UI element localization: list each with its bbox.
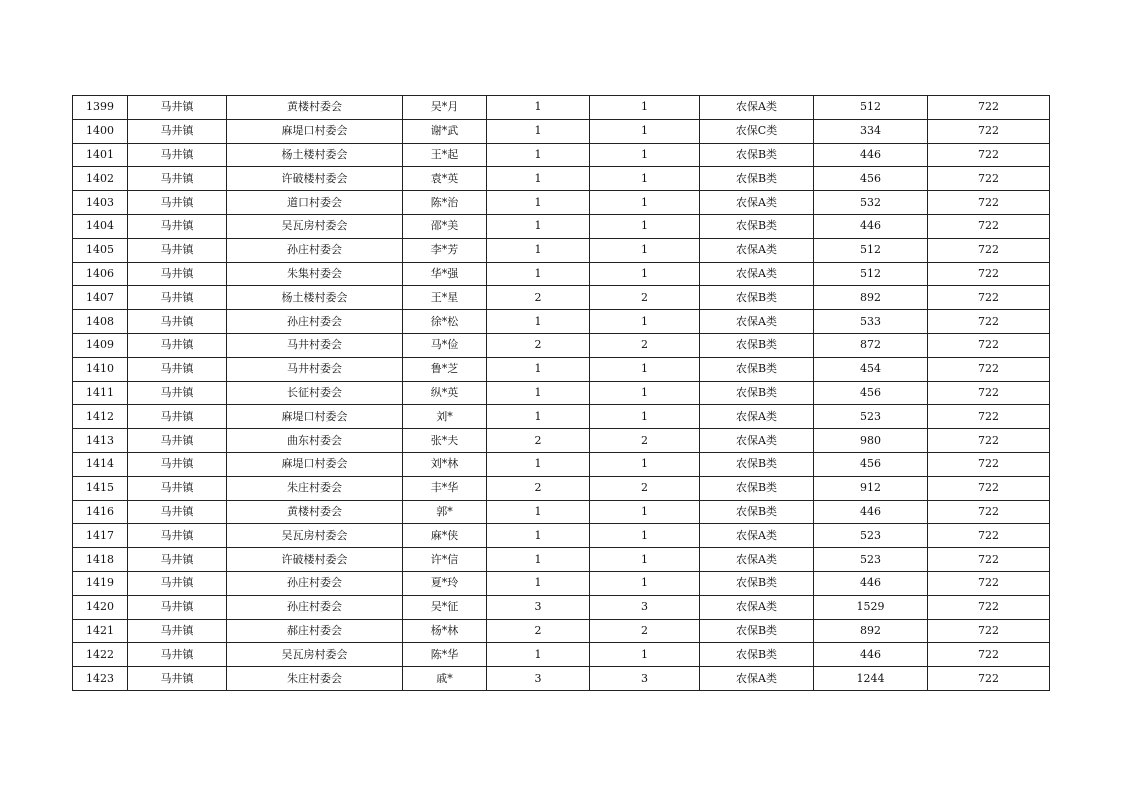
cell-count-b: 1 (590, 357, 700, 381)
cell-count-a: 1 (487, 167, 590, 191)
cell-count-b: 1 (590, 310, 700, 334)
cell-name: 鲁*芝 (403, 357, 487, 381)
cell-count-b: 1 (590, 191, 700, 215)
cell-count-a: 1 (487, 262, 590, 286)
cell-name: 郭* (403, 500, 487, 524)
cell-seq-no: 1407 (73, 286, 128, 310)
cell-category: 农保B类 (700, 333, 814, 357)
cell-count-b: 1 (590, 381, 700, 405)
cell-count-b: 2 (590, 476, 700, 500)
cell-category: 农保A类 (700, 405, 814, 429)
cell-name: 马*俭 (403, 333, 487, 357)
cell-amount: 523 (814, 405, 928, 429)
table-row (73, 571, 1050, 595)
cell-name: 刘* (403, 405, 487, 429)
cell-town: 马井镇 (128, 667, 227, 691)
cell-standard: 722 (928, 333, 1050, 357)
cell-count-a: 1 (487, 643, 590, 667)
cell-village: 孙庄村委会 (227, 310, 403, 334)
cell-amount: 446 (814, 500, 928, 524)
cell-seq-no: 1402 (73, 167, 128, 191)
cell-town: 马井镇 (128, 571, 227, 595)
cell-count-a: 1 (487, 310, 590, 334)
cell-count-a: 1 (487, 191, 590, 215)
cell-standard: 722 (928, 429, 1050, 453)
cell-count-b: 1 (590, 548, 700, 572)
cell-standard: 722 (928, 96, 1050, 120)
cell-standard: 722 (928, 381, 1050, 405)
cell-seq-no: 1418 (73, 548, 128, 572)
cell-standard: 722 (928, 548, 1050, 572)
cell-standard: 722 (928, 476, 1050, 500)
cell-amount: 454 (814, 357, 928, 381)
cell-count-a: 1 (487, 524, 590, 548)
cell-seq-no: 1406 (73, 262, 128, 286)
cell-name: 丰*华 (403, 476, 487, 500)
table-row (73, 357, 1050, 381)
cell-town: 马井镇 (128, 405, 227, 429)
cell-standard: 722 (928, 310, 1050, 334)
cell-category: 农保B类 (700, 214, 814, 238)
cell-category: 农保A类 (700, 595, 814, 619)
cell-count-b: 3 (590, 667, 700, 691)
cell-town: 马井镇 (128, 429, 227, 453)
cell-category: 农保B类 (700, 500, 814, 524)
cell-village: 孙庄村委会 (227, 595, 403, 619)
cell-name: 华*强 (403, 262, 487, 286)
cell-standard: 722 (928, 595, 1050, 619)
table-row (73, 310, 1050, 334)
cell-town: 马井镇 (128, 119, 227, 143)
table-row (73, 238, 1050, 262)
cell-count-b: 1 (590, 119, 700, 143)
cell-village: 吴瓦房村委会 (227, 214, 403, 238)
cell-seq-no: 1399 (73, 96, 128, 120)
cell-seq-no: 1404 (73, 214, 128, 238)
cell-seq-no: 1405 (73, 238, 128, 262)
cell-category: 农保B类 (700, 381, 814, 405)
table-row (73, 595, 1050, 619)
cell-name: 杨*林 (403, 619, 487, 643)
cell-count-b: 1 (590, 167, 700, 191)
cell-town: 马井镇 (128, 96, 227, 120)
cell-count-a: 1 (487, 143, 590, 167)
cell-standard: 722 (928, 571, 1050, 595)
cell-name: 陈*治 (403, 191, 487, 215)
cell-town: 马井镇 (128, 452, 227, 476)
cell-amount: 512 (814, 238, 928, 262)
table-row (73, 333, 1050, 357)
cell-category: 农保B类 (700, 143, 814, 167)
cell-count-b: 1 (590, 262, 700, 286)
cell-village: 道口村委会 (227, 191, 403, 215)
cell-town: 马井镇 (128, 333, 227, 357)
cell-village: 黄楼村委会 (227, 500, 403, 524)
cell-category: 农保B类 (700, 476, 814, 500)
cell-name: 王*起 (403, 143, 487, 167)
cell-name: 袁*英 (403, 167, 487, 191)
document-page (72, 95, 1050, 691)
cell-count-a: 2 (487, 333, 590, 357)
cell-standard: 722 (928, 619, 1050, 643)
cell-village: 郝庄村委会 (227, 619, 403, 643)
table-row (73, 286, 1050, 310)
cell-count-b: 1 (590, 96, 700, 120)
cell-count-a: 1 (487, 238, 590, 262)
cell-seq-no: 1411 (73, 381, 128, 405)
table-row (73, 500, 1050, 524)
cell-count-b: 2 (590, 286, 700, 310)
cell-seq-no: 1416 (73, 500, 128, 524)
cell-standard: 722 (928, 286, 1050, 310)
cell-standard: 722 (928, 452, 1050, 476)
cell-standard: 722 (928, 524, 1050, 548)
cell-count-a: 1 (487, 548, 590, 572)
cell-category: 农保A类 (700, 238, 814, 262)
cell-count-b: 1 (590, 643, 700, 667)
cell-count-b: 1 (590, 143, 700, 167)
cell-count-b: 2 (590, 429, 700, 453)
cell-village: 马井村委会 (227, 357, 403, 381)
cell-seq-no: 1413 (73, 429, 128, 453)
table-row (73, 119, 1050, 143)
table-row (73, 381, 1050, 405)
table-row (73, 452, 1050, 476)
cell-standard: 722 (928, 643, 1050, 667)
cell-count-a: 1 (487, 500, 590, 524)
cell-category: 农保A类 (700, 429, 814, 453)
cell-count-a: 2 (487, 429, 590, 453)
cell-amount: 892 (814, 619, 928, 643)
cell-standard: 722 (928, 500, 1050, 524)
cell-standard: 722 (928, 167, 1050, 191)
cell-seq-no: 1419 (73, 571, 128, 595)
cell-name: 王*星 (403, 286, 487, 310)
cell-count-a: 2 (487, 476, 590, 500)
cell-amount: 446 (814, 214, 928, 238)
cell-count-b: 1 (590, 500, 700, 524)
cell-town: 马井镇 (128, 191, 227, 215)
cell-name: 戚* (403, 667, 487, 691)
cell-name: 许*信 (403, 548, 487, 572)
cell-name: 刘*林 (403, 452, 487, 476)
cell-name: 吴*月 (403, 96, 487, 120)
table-row (73, 643, 1050, 667)
cell-seq-no: 1423 (73, 667, 128, 691)
table-row (73, 262, 1050, 286)
table-row (73, 191, 1050, 215)
cell-count-b: 1 (590, 452, 700, 476)
table-body (73, 96, 1050, 691)
cell-town: 马井镇 (128, 357, 227, 381)
cell-amount: 1529 (814, 595, 928, 619)
cell-town: 马井镇 (128, 167, 227, 191)
table-row (73, 143, 1050, 167)
cell-seq-no: 1420 (73, 595, 128, 619)
cell-amount: 446 (814, 571, 928, 595)
cell-village: 吴瓦房村委会 (227, 643, 403, 667)
cell-name: 张*夫 (403, 429, 487, 453)
cell-seq-no: 1421 (73, 619, 128, 643)
cell-town: 马井镇 (128, 595, 227, 619)
cell-seq-no: 1412 (73, 405, 128, 429)
cell-category: 农保A类 (700, 262, 814, 286)
cell-standard: 722 (928, 238, 1050, 262)
cell-amount: 512 (814, 262, 928, 286)
cell-village: 麻堤口村委会 (227, 119, 403, 143)
cell-name: 麻*侠 (403, 524, 487, 548)
cell-amount: 980 (814, 429, 928, 453)
cell-town: 马井镇 (128, 214, 227, 238)
cell-count-b: 3 (590, 595, 700, 619)
cell-village: 马井村委会 (227, 333, 403, 357)
cell-amount: 446 (814, 143, 928, 167)
cell-count-b: 1 (590, 405, 700, 429)
table-row (73, 214, 1050, 238)
cell-count-b: 1 (590, 238, 700, 262)
cell-count-a: 1 (487, 119, 590, 143)
cell-village: 麻堤口村委会 (227, 405, 403, 429)
cell-amount: 456 (814, 452, 928, 476)
cell-amount: 872 (814, 333, 928, 357)
cell-standard: 722 (928, 262, 1050, 286)
cell-town: 马井镇 (128, 286, 227, 310)
cell-town: 马井镇 (128, 643, 227, 667)
cell-category: 农保C类 (700, 119, 814, 143)
cell-village: 杨土楼村委会 (227, 143, 403, 167)
cell-name: 陈*华 (403, 643, 487, 667)
cell-seq-no: 1409 (73, 333, 128, 357)
cell-town: 马井镇 (128, 524, 227, 548)
cell-amount: 523 (814, 548, 928, 572)
cell-village: 许破楼村委会 (227, 548, 403, 572)
cell-category: 农保A类 (700, 191, 814, 215)
table-row (73, 405, 1050, 429)
table-row (73, 167, 1050, 191)
cell-count-a: 1 (487, 571, 590, 595)
cell-category: 农保A类 (700, 667, 814, 691)
cell-count-a: 1 (487, 405, 590, 429)
cell-standard: 722 (928, 214, 1050, 238)
cell-name: 吴*征 (403, 595, 487, 619)
cell-category: 农保B类 (700, 571, 814, 595)
cell-category: 农保B类 (700, 643, 814, 667)
table-row (73, 476, 1050, 500)
cell-amount: 456 (814, 381, 928, 405)
cell-town: 马井镇 (128, 476, 227, 500)
cell-town: 马井镇 (128, 143, 227, 167)
cell-village: 许破楼村委会 (227, 167, 403, 191)
cell-seq-no: 1408 (73, 310, 128, 334)
cell-amount: 523 (814, 524, 928, 548)
cell-category: 农保A类 (700, 548, 814, 572)
cell-count-a: 1 (487, 96, 590, 120)
cell-town: 马井镇 (128, 310, 227, 334)
cell-town: 马井镇 (128, 238, 227, 262)
cell-amount: 912 (814, 476, 928, 500)
table-row (73, 619, 1050, 643)
cell-seq-no: 1414 (73, 452, 128, 476)
cell-category: 农保B类 (700, 452, 814, 476)
cell-village: 吴瓦房村委会 (227, 524, 403, 548)
cell-name: 李*芳 (403, 238, 487, 262)
cell-category: 农保B类 (700, 286, 814, 310)
cell-count-a: 1 (487, 381, 590, 405)
cell-amount: 446 (814, 643, 928, 667)
data-table (72, 95, 1050, 691)
cell-name: 纵*英 (403, 381, 487, 405)
cell-village: 黄楼村委会 (227, 96, 403, 120)
cell-seq-no: 1401 (73, 143, 128, 167)
cell-standard: 722 (928, 405, 1050, 429)
cell-category: 农保A类 (700, 524, 814, 548)
cell-count-a: 1 (487, 357, 590, 381)
cell-village: 朱集村委会 (227, 262, 403, 286)
table-row (73, 429, 1050, 453)
cell-category: 农保B类 (700, 167, 814, 191)
cell-category: 农保B类 (700, 357, 814, 381)
cell-count-a: 2 (487, 619, 590, 643)
cell-name: 徐*松 (403, 310, 487, 334)
cell-count-a: 2 (487, 286, 590, 310)
cell-village: 孙庄村委会 (227, 571, 403, 595)
table-row (73, 548, 1050, 572)
cell-count-b: 2 (590, 333, 700, 357)
cell-standard: 722 (928, 191, 1050, 215)
cell-town: 马井镇 (128, 548, 227, 572)
cell-town: 马井镇 (128, 619, 227, 643)
cell-village: 杨土楼村委会 (227, 286, 403, 310)
cell-category: 农保B类 (700, 619, 814, 643)
cell-name: 夏*玲 (403, 571, 487, 595)
cell-category: 农保A类 (700, 310, 814, 334)
cell-standard: 722 (928, 357, 1050, 381)
cell-count-a: 1 (487, 214, 590, 238)
cell-count-a: 1 (487, 452, 590, 476)
cell-count-a: 3 (487, 595, 590, 619)
cell-standard: 722 (928, 667, 1050, 691)
cell-seq-no: 1417 (73, 524, 128, 548)
cell-seq-no: 1400 (73, 119, 128, 143)
cell-village: 孙庄村委会 (227, 238, 403, 262)
cell-count-b: 1 (590, 524, 700, 548)
table-row (73, 96, 1050, 120)
cell-standard: 722 (928, 143, 1050, 167)
cell-village: 长征村委会 (227, 381, 403, 405)
cell-seq-no: 1422 (73, 643, 128, 667)
cell-seq-no: 1410 (73, 357, 128, 381)
cell-count-b: 1 (590, 571, 700, 595)
cell-name: 谢*武 (403, 119, 487, 143)
cell-amount: 533 (814, 310, 928, 334)
cell-seq-no: 1415 (73, 476, 128, 500)
cell-town: 马井镇 (128, 262, 227, 286)
cell-village: 曲东村委会 (227, 429, 403, 453)
cell-amount: 1244 (814, 667, 928, 691)
cell-amount: 456 (814, 167, 928, 191)
cell-town: 马井镇 (128, 381, 227, 405)
table-row (73, 524, 1050, 548)
cell-amount: 892 (814, 286, 928, 310)
cell-count-a: 3 (487, 667, 590, 691)
cell-town: 马井镇 (128, 500, 227, 524)
cell-count-b: 1 (590, 214, 700, 238)
table-row (73, 667, 1050, 691)
cell-category: 农保A类 (700, 96, 814, 120)
cell-amount: 512 (814, 96, 928, 120)
cell-seq-no: 1403 (73, 191, 128, 215)
cell-count-b: 2 (590, 619, 700, 643)
cell-village: 麻堤口村委会 (227, 452, 403, 476)
cell-name: 邵*美 (403, 214, 487, 238)
cell-standard: 722 (928, 119, 1050, 143)
cell-amount: 334 (814, 119, 928, 143)
cell-village: 朱庄村委会 (227, 667, 403, 691)
cell-village: 朱庄村委会 (227, 476, 403, 500)
cell-amount: 532 (814, 191, 928, 215)
